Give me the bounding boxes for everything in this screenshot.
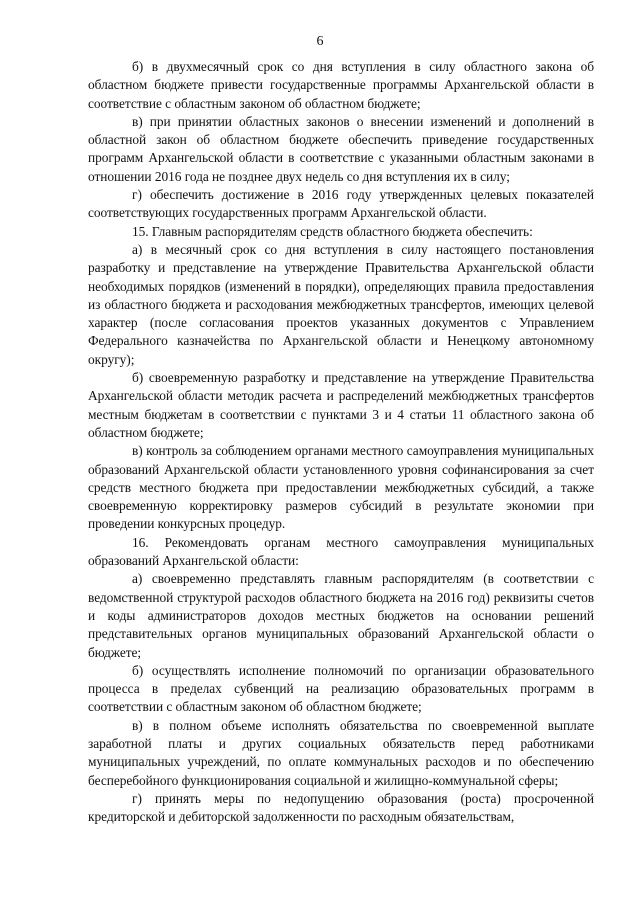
paragraph-15v: в) контроль за соблюдением органами местного самоуправления муниципальных образований Архангельской области установленного уровня софинансирования за счет средств местного бюджета при предоставлении межбюджетных субсидий, а также своевременную корректировку размеров субсидий в результате экономии при проведении конкурсных процедур. bbox=[88, 443, 594, 532]
paragraph-15b: б) своевременную разработку и представление на утверждение Правительства Архангельской области методик расчета и распределений межбюджетных трансфертов местным бюджетам в соответствии с пунктами 3 и 4 статьи 11 областного закона об областном бюджете; bbox=[88, 370, 594, 440]
paragraph-16-heading: 16. Рекомендовать органам местного самоуправления муниципальных образований Архангельской области: bbox=[88, 534, 594, 569]
paragraph-15a: а) в месячный срок со дня вступления в силу настоящего постановления разработку и представление на утверждение Правительства Архангельской области необходимых порядков (изменений в порядки), определяющих правила предоставления из областного бюджета и расходования межбюджетных трансфертов, имеющих целевой характер (после согласования проектов указанных документов с Управлением Федерального казначейства по Архангельской области и Ненецкому автономному округу); bbox=[88, 241, 594, 367]
paragraph-16a: а) своевременно представлять главным распорядителям (в соответствии с ведомственной структурой расходов областного бюджета на 2016 год) реквизиты счетов и коды администраторов доходов местных бюджетов на основании решений представительных органов муниципальных образований Архангельской области о бюджете; bbox=[88, 571, 594, 660]
paragraph-15-heading: 15. Главным распорядителям средств областного бюджета обеспечить: bbox=[132, 223, 533, 239]
paragraph-6g: г) обеспечить достижение в 2016 году утвержденных целевых показателей соответствующих государственных программ Архангельской области. bbox=[88, 187, 594, 221]
paragraph-16v: в) в полном объеме исполнять обязательства по своевременной выплате заработной платы и других социальных обязательств перед работниками муниципальных учреждений, по оплате коммунальных расходов и по обеспечению бесперебойного функционирования социальной и жилищно-коммунальной сферы; bbox=[88, 717, 594, 788]
paragraph-16g: г) принять меры по недопущению образования (роста) просроченной кредиторской и дебиторской задолженности по расходным обязательствам, bbox=[88, 790, 594, 825]
page-number: 6 bbox=[316, 34, 324, 49]
paragraph-6v: в) при принятии областных законов о внесении изменений и дополнений в областной закон об областном бюджете обеспечить приведение государственных программ Архангельской области в соответствие с указанными областным законами в отношении 2016 года не позднее двух недель со дня вступления их в силу; bbox=[88, 113, 594, 184]
paragraph-16b: б) осуществлять исполнение полномочий по организации образовательного процесса в пределах субвенций на реализацию образовательных программ в соответствии с областным законом об областном бюджете; bbox=[88, 662, 594, 715]
paragraph-6b: б) в двухмесячный срок со дня вступления в силу областного закона об областном бюджете привести государственные программы Архангельской области в соответствие с областным законом об областном бюджете; bbox=[88, 59, 594, 111]
document-body bbox=[88, 58, 594, 826]
